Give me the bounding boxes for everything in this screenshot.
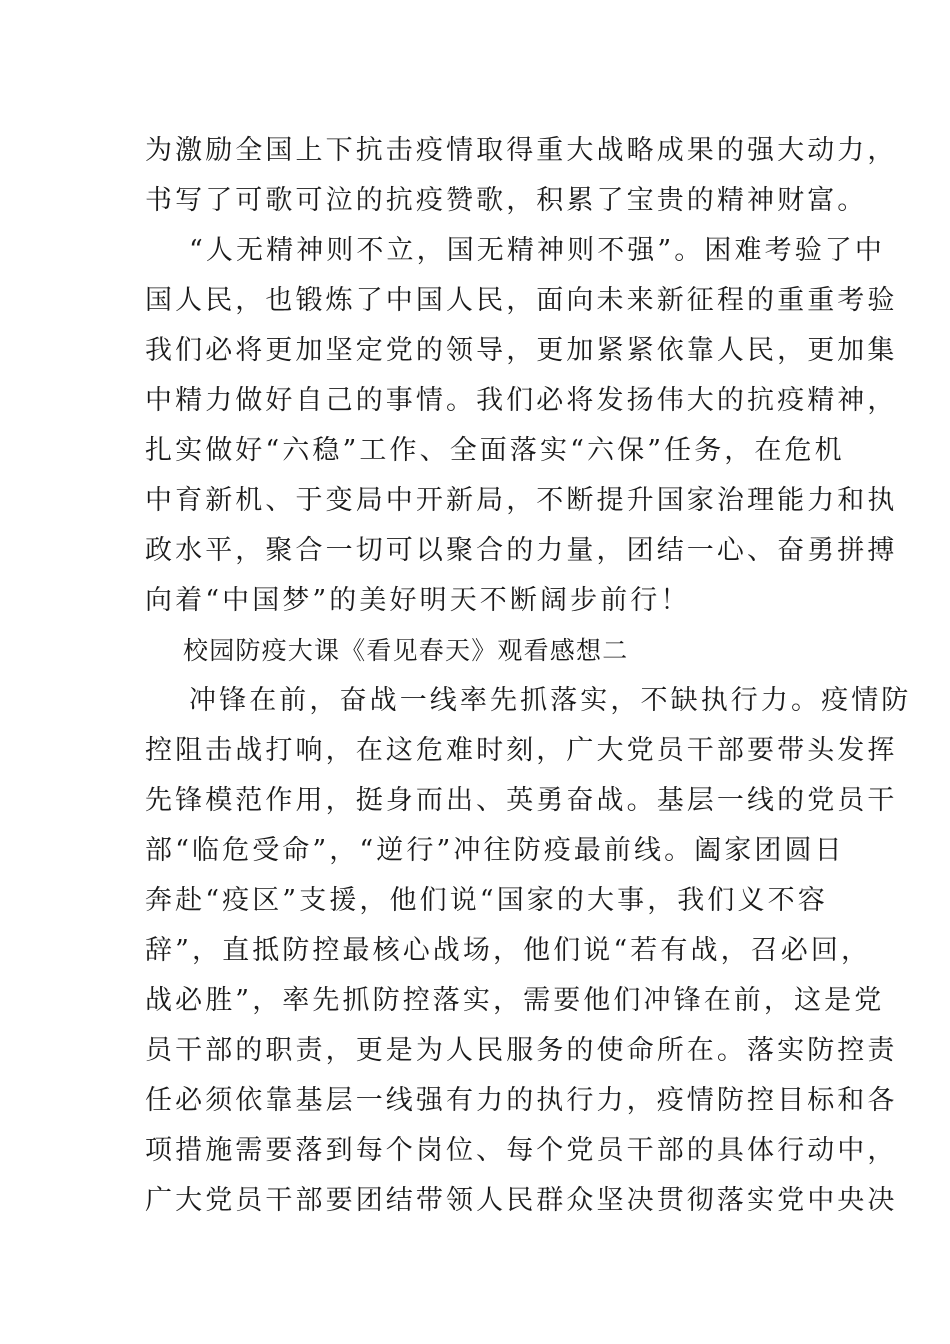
text-line: 广大党员干部要团结带领人民群众坚决贯彻落实党中央决 <box>145 1185 898 1216</box>
text-line: 向着“中国梦”的美好明天不断阔步前行！ <box>145 585 691 616</box>
text-line: 任必须依靠基层一线强有力的执行力，疫情防控目标和各 <box>145 1085 898 1116</box>
text-line: 项措施需要落到每个岗位、每个党员干部的具体行动中， <box>145 1135 898 1166</box>
text-line: 员干部的职责，更是为人民服务的使命所在。落实防控责 <box>145 1035 898 1066</box>
text-line: 辞”，直抵防控最核心战场，他们说“若有战，召必回， <box>145 935 872 966</box>
text-line: 政水平，聚合一切可以聚合的力量，团结一心、奋勇拼搏 <box>145 535 898 566</box>
text-line: 先锋模范作用，挺身而出、英勇奋战。基层一线的党员干 <box>145 785 898 816</box>
text-line: 中育新机、于变局中开新局，不断提升国家治理能力和执 <box>145 485 898 516</box>
section-heading: 校园防疫大课《看见春天》观看感想二 <box>183 636 629 665</box>
text-line: 战必胜”，率先抓防控落实，需要他们冲锋在前，这是党 <box>145 985 885 1016</box>
text-line: 我们必将更加坚定党的领导，更加紧紧依靠人民，更加集 <box>145 335 898 366</box>
text-line: 扎实做好“六稳”工作、全面落实“六保”任务，在危机 <box>145 435 845 466</box>
document-body <box>145 126 912 1226</box>
text-line: 为激励全国上下抗击疫情取得重大战略成果的强大动力， <box>145 135 898 166</box>
paragraph-start-line: 冲锋在前，奋战一线率先抓落实，不缺执行力。疫情防 <box>189 685 912 716</box>
text-line: 奔赴“疫区”支援，他们说“国家的大事，我们义不容 <box>145 885 828 916</box>
text-line: 控阻击战打响，在这危难时刻，广大党员干部要带头发挥 <box>145 735 898 766</box>
text-line: 中精力做好自己的事情。我们必将发扬伟大的抗疫精神， <box>145 385 898 416</box>
paragraph-start-line: “人无精神则不立，国无精神则不强”。困难考验了中 <box>189 235 886 266</box>
text-line: 部“临危受命”，“逆行”冲往防疫最前线。阖家团圆日 <box>145 835 845 866</box>
text-line: 国人民，也锻炼了中国人民，面向未来新征程的重重考验 <box>145 285 898 316</box>
text-line: 书写了可歌可泣的抗疫赞歌，积累了宝贵的精神财富。 <box>145 185 868 216</box>
